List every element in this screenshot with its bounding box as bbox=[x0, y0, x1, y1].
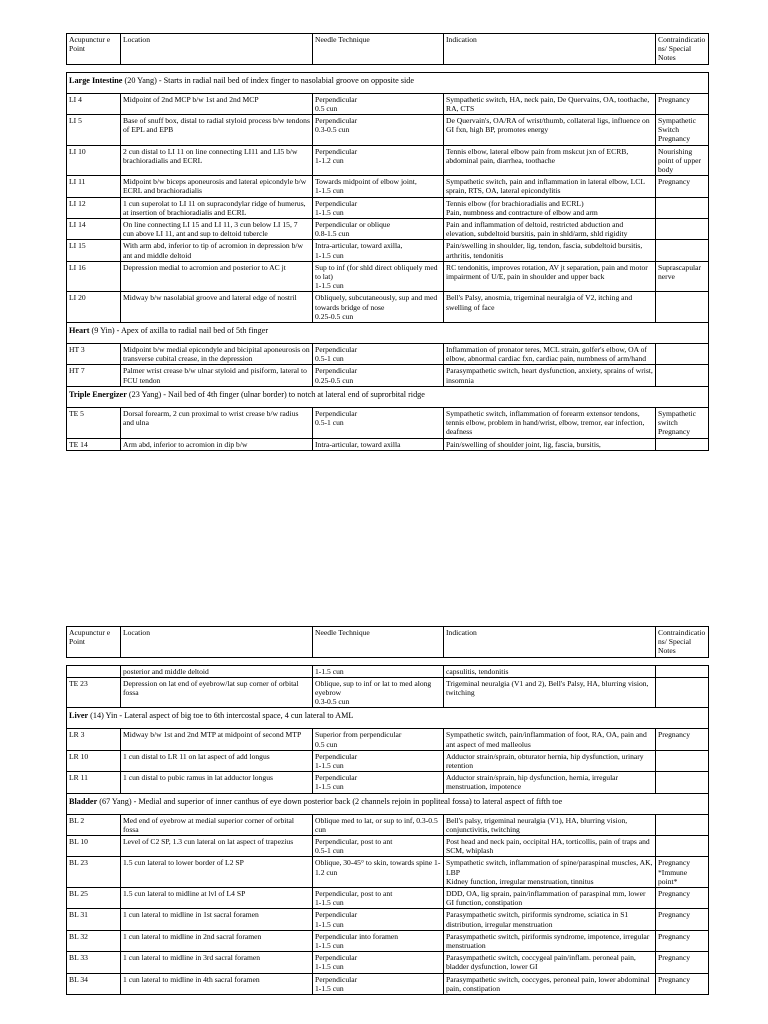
needle-technique-cell: Oblique, 30-45° to skin, towards spine 1-1.2 cun bbox=[313, 857, 444, 888]
document-page-2 bbox=[66, 626, 708, 995]
indication-cell: De Quervain's, OA/RA of wrist/thumb, collateral ligs, influence on GI fxn, high BP, promotes energy bbox=[444, 115, 656, 146]
location-cell: With arm abd, inferior to tip of acromion in depression b/w ant and middle deltoid bbox=[121, 240, 313, 261]
needle-technique-cell: Perpendicular 0.3-0.5 cun bbox=[313, 115, 444, 146]
needle-technique-cell: Towards midpoint of elbow joint, 1-1.5 cun bbox=[313, 176, 444, 197]
needle-technique-cell: Perpendicular 1-1.5 cun bbox=[313, 952, 444, 973]
meridian-section-row bbox=[67, 793, 709, 814]
table-row bbox=[67, 197, 709, 218]
indication-cell: Bell's Palsy, anosmia, trigeminal neuralgia of V2, itching and swelling of face bbox=[444, 292, 656, 323]
table-row bbox=[67, 219, 709, 240]
document-page-1 bbox=[66, 33, 708, 451]
notes-cell bbox=[656, 219, 709, 240]
table-row bbox=[67, 261, 709, 292]
notes-cell: Sympathetic Switch Pregnancy bbox=[656, 115, 709, 146]
location-cell: Midpoint b/w biceps aponeurosis and lateral epicondyle b/w ECRL and brachioradialis bbox=[121, 176, 313, 197]
meridian-description: (67 Yang) - Medial and superior of inner canthus of eye down posterior back (2 channels rejoin in popliteal fossa) to lateral aspect of fifth toe bbox=[97, 796, 563, 806]
meridian-heading bbox=[67, 793, 709, 814]
notes-cell bbox=[656, 197, 709, 218]
point-cell: BL 23 bbox=[67, 857, 121, 888]
notes-cell: Pregnancy bbox=[656, 729, 709, 750]
indication-cell: Parasympathetic switch, coccygeal pain/inflam. peroneal pain, bladder dysfunction, lower GI bbox=[444, 952, 656, 973]
notes-cell: Pregnancy *Immune point* bbox=[656, 857, 709, 888]
notes-cell: Pregnancy bbox=[656, 888, 709, 909]
notes-cell: Pregnancy bbox=[656, 952, 709, 973]
point-cell: BL 31 bbox=[67, 909, 121, 930]
table-body bbox=[67, 627, 709, 995]
location-cell: Depression on lat end of eyebrow/lat sup corner of orbital fossa bbox=[121, 677, 313, 708]
meridian-description: (14) Yin - Lateral aspect of big toe to 6th intercostal space, 4 cun lateral to AML bbox=[88, 711, 354, 721]
point-cell: HT 7 bbox=[67, 365, 121, 386]
point-cell: LI 11 bbox=[67, 176, 121, 197]
table-row bbox=[67, 438, 709, 450]
table-row bbox=[67, 292, 709, 323]
notes-cell bbox=[656, 240, 709, 261]
header-indication: Indication bbox=[444, 34, 656, 65]
table-spacer bbox=[67, 64, 709, 72]
meridian-heading bbox=[67, 323, 709, 344]
meridian-title: Liver bbox=[69, 711, 89, 721]
indication-cell: Tennis elbow (for brachioradialis and ECRL) Pain, numbness and contracture of elbow and arm bbox=[444, 197, 656, 218]
point-cell: BL 10 bbox=[67, 836, 121, 857]
table-body bbox=[67, 34, 709, 451]
indication-cell: Parasympathetic switch, coccyges, peroneal pain, lower abdominal pain, constipation bbox=[444, 973, 656, 994]
point-cell bbox=[67, 665, 121, 677]
location-cell: 1.5 cun lateral to lower border of L2 SP bbox=[121, 857, 313, 888]
location-cell: Midpoint of 2nd MCP b/w 1st and 2nd MCP bbox=[121, 93, 313, 114]
table-row bbox=[67, 836, 709, 857]
header-point: Acupunctur e Point bbox=[67, 627, 121, 658]
table-spacer bbox=[67, 657, 709, 665]
meridian-section-row bbox=[67, 72, 709, 93]
needle-technique-cell: Perpendicular 1-1.5 cun bbox=[313, 909, 444, 930]
needle-technique-cell: Sup to inf (for shld direct obliquely med to lat) 1-1.5 cun bbox=[313, 261, 444, 292]
table-row bbox=[67, 973, 709, 994]
point-cell: TE 5 bbox=[67, 407, 121, 438]
needle-technique-cell: Perpendicular 0.25-0.5 cun bbox=[313, 365, 444, 386]
indication-cell: Adductor strain/sprain, obturator hernia, hip dysfunction, urinary retention bbox=[444, 750, 656, 771]
table-row bbox=[67, 115, 709, 146]
point-cell: LR 3 bbox=[67, 729, 121, 750]
location-cell: Level of C2 SP, 1.3 cun lateral on lat aspect of trapezius bbox=[121, 836, 313, 857]
needle-technique-cell: Perpendicular or oblique 0.8-1.5 cun bbox=[313, 219, 444, 240]
indication-cell: Trigeminal neuralgia (V1 and 2), Bell's Palsy, HA, blurring vision, twitching bbox=[444, 677, 656, 708]
meridian-section-row bbox=[67, 386, 709, 407]
meridian-title: Large Intestine bbox=[69, 75, 123, 85]
table-row bbox=[67, 176, 709, 197]
location-cell: 1 cun distal to pubic ramus in lat adductor longus bbox=[121, 772, 313, 793]
acupuncture-table-page-2 bbox=[66, 626, 709, 995]
needle-technique-cell: Obliquely, subcutaneously, sup and med towards bridge of nose 0.25-0.5 cun bbox=[313, 292, 444, 323]
header-needle-technique: Needle Technique bbox=[313, 34, 444, 65]
meridian-description: (9 Yin) - Apex of axilla to radial nail bed of 5th finger bbox=[89, 326, 269, 336]
location-cell: On line connecting LI 15 and LI 11, 3 cun below LI 15, 7 cun above LI 11, ant and sup to deltoid tubercle bbox=[121, 219, 313, 240]
header-notes: Contraindications/ Special Notes bbox=[656, 627, 709, 658]
location-cell: Med end of eyebrow at medial superior corner of orbital fossa bbox=[121, 814, 313, 835]
indication-cell: RC tendonitis, improves rotation, AV jt separation, pain and motor impairment of U/E, pain in shoulder and upper back bbox=[444, 261, 656, 292]
meridian-title: Triple Energizer bbox=[69, 389, 127, 399]
indication-cell: Sympathetic switch, inflammation of spine/paraspinal muscles, AK, LBP Kidney function, irregular menstruation, tinnitus bbox=[444, 857, 656, 888]
needle-technique-cell: Superior from perpendicular 0.5 cun bbox=[313, 729, 444, 750]
indication-cell: Inflammation of pronator teres, MCL strain, golfer's elbow, OA of elbow, abnormal cardiac fxn, cardiac pain, numbness of arm/hand bbox=[444, 344, 656, 365]
location-cell: posterior and middle deltoid bbox=[121, 665, 313, 677]
acupuncture-table-page-1 bbox=[66, 33, 709, 451]
table-row bbox=[67, 93, 709, 114]
point-cell: BL 2 bbox=[67, 814, 121, 835]
notes-cell bbox=[656, 814, 709, 835]
table-row bbox=[67, 677, 709, 708]
table-row bbox=[67, 909, 709, 930]
meridian-title: Heart bbox=[69, 326, 90, 336]
table-row bbox=[67, 240, 709, 261]
needle-technique-cell: Perpendicular 0.5-1 cun bbox=[313, 407, 444, 438]
indication-cell: Parasympathetic switch, piriformis syndrome, impotence, irregular menstruation bbox=[444, 930, 656, 951]
needle-technique-cell: Perpendicular 0.5 cun bbox=[313, 93, 444, 114]
point-cell: BL 34 bbox=[67, 973, 121, 994]
point-cell: LI 12 bbox=[67, 197, 121, 218]
table-row bbox=[67, 814, 709, 835]
meridian-heading bbox=[67, 72, 709, 93]
needle-technique-cell: Intra-articular, toward axilla bbox=[313, 438, 444, 450]
location-cell: 1.5 cun lateral to midline at lvl of L4 SP bbox=[121, 888, 313, 909]
needle-technique-cell: Perpendicular into foramen 1-1.5 cun bbox=[313, 930, 444, 951]
indication-cell: Bell's palsy, trigeminal neuralgia (V1), HA, blurring vision, conjunctivitis, twitching bbox=[444, 814, 656, 835]
indication-cell: Sympathetic switch, pain/inflammation of foot, RA, OA, pain and ant aspect of med malleolus bbox=[444, 729, 656, 750]
table-row bbox=[67, 729, 709, 750]
location-cell: Midway b/w nasolabial groove and lateral edge of nostril bbox=[121, 292, 313, 323]
notes-cell bbox=[656, 750, 709, 771]
needle-technique-cell: Perpendicular 1-1.5 cun bbox=[313, 973, 444, 994]
table-row bbox=[67, 407, 709, 438]
notes-cell: Sympathetic switch Pregnancy bbox=[656, 407, 709, 438]
point-cell: LI 10 bbox=[67, 145, 121, 176]
notes-cell bbox=[656, 677, 709, 708]
needle-technique-cell: Perpendicular, post to ant 0.5-1 cun bbox=[313, 836, 444, 857]
table-row bbox=[67, 344, 709, 365]
needle-technique-cell: Perpendicular, post to ant 1-1.5 cun bbox=[313, 888, 444, 909]
header-indication: Indication bbox=[444, 627, 656, 658]
notes-cell bbox=[656, 292, 709, 323]
needle-technique-cell: Perpendicular 1-1.5 cun bbox=[313, 750, 444, 771]
location-cell: 1 cun lateral to midline in 2nd sacral foramen bbox=[121, 930, 313, 951]
indication-cell: Sympathetic switch, HA, neck pain, De Quervains, OA, toothache, RA, CTS bbox=[444, 93, 656, 114]
point-cell: BL 25 bbox=[67, 888, 121, 909]
point-cell: TE 14 bbox=[67, 438, 121, 450]
indication-cell: Parasympathetic switch, heart dysfunction, anxiety, sprains of wrist, insomnia bbox=[444, 365, 656, 386]
notes-cell bbox=[656, 365, 709, 386]
point-cell: LI 15 bbox=[67, 240, 121, 261]
header-location: Location bbox=[121, 34, 313, 65]
notes-cell bbox=[656, 344, 709, 365]
location-cell: Arm abd, inferior to acromion in dip b/w bbox=[121, 438, 313, 450]
needle-technique-cell: Perpendicular 1-1.5 cun bbox=[313, 197, 444, 218]
notes-cell bbox=[656, 772, 709, 793]
point-cell: LI 5 bbox=[67, 115, 121, 146]
table-row bbox=[67, 365, 709, 386]
location-cell: Base of snuff box, distal to radial styloid process b/w tendons of EPL and EPB bbox=[121, 115, 313, 146]
meridian-section-row bbox=[67, 323, 709, 344]
point-cell: LR 11 bbox=[67, 772, 121, 793]
location-cell: 1 cun lateral to midline in 4th sacral foramen bbox=[121, 973, 313, 994]
notes-cell: Nourishing point of upper body bbox=[656, 145, 709, 176]
header-point: Acupunctur e Point bbox=[67, 34, 121, 65]
point-cell: LI 4 bbox=[67, 93, 121, 114]
table-row bbox=[67, 772, 709, 793]
point-cell: BL 33 bbox=[67, 952, 121, 973]
point-cell: LR 10 bbox=[67, 750, 121, 771]
location-cell: Depression medial to acromion and posterior to AC jt bbox=[121, 261, 313, 292]
header-needle-technique: Needle Technique bbox=[313, 627, 444, 658]
location-cell: 2 cun distal to LI 11 on line connecting LI11 and LI5 b/w brachioradialis and ECRL bbox=[121, 145, 313, 176]
needle-technique-cell: Perpendicular 1-1.2 cun bbox=[313, 145, 444, 176]
table-row bbox=[67, 750, 709, 771]
spacer-cell bbox=[67, 64, 709, 72]
meridian-heading bbox=[67, 708, 709, 729]
location-cell: 1 cun lateral to midline in 3rd sacral foramen bbox=[121, 952, 313, 973]
notes-cell: Pregnancy bbox=[656, 930, 709, 951]
indication-cell: DDD, OA, lig sprain, pain/inflammation of paraspinal mm, lower GI function, constipation bbox=[444, 888, 656, 909]
needle-technique-cell: Perpendicular 0.5-1 cun bbox=[313, 344, 444, 365]
needle-technique-cell: Oblique med to lat, or sup to inf, 0.3-0.5 cun bbox=[313, 814, 444, 835]
notes-cell bbox=[656, 836, 709, 857]
needle-technique-cell: Intra-articular, toward axilla, 1-1.5 cun bbox=[313, 240, 444, 261]
table-row bbox=[67, 952, 709, 973]
notes-cell bbox=[656, 438, 709, 450]
point-cell: BL 32 bbox=[67, 930, 121, 951]
point-cell: LI 14 bbox=[67, 219, 121, 240]
table-row bbox=[67, 888, 709, 909]
header-location: Location bbox=[121, 627, 313, 658]
indication-cell: Adductor strain/sprain, hip dysfunction, hernia, irregular menstruation, impotence bbox=[444, 772, 656, 793]
needle-technique-cell: Oblique, sup to inf or lat to med along eyebrow 0.3-0.5 cun bbox=[313, 677, 444, 708]
notes-cell bbox=[656, 665, 709, 677]
notes-cell: Pregnancy bbox=[656, 909, 709, 930]
indication-cell: Parasympathetic switch, piriformis syndrome, sciatica in S1 distribution, irregular menstruation bbox=[444, 909, 656, 930]
location-cell: 1 cun lateral to midline in 1st sacral foramen bbox=[121, 909, 313, 930]
indication-cell: Sympathetic switch, inflammation of forearm extensor tendons, tennis elbow, problem in hand/wrist, elbow, tremor, ear infection, deafness bbox=[444, 407, 656, 438]
notes-cell: Pregnancy bbox=[656, 93, 709, 114]
spacer-cell bbox=[67, 657, 709, 665]
indication-cell: Sympathetic switch, pain and inflammation in lateral elbow, LCL sprain, RTS, OA, lateral epicondylitis bbox=[444, 176, 656, 197]
notes-cell: Suprascapular nerve bbox=[656, 261, 709, 292]
point-cell: HT 3 bbox=[67, 344, 121, 365]
indication-cell: Pain and inflammation of deltoid, restricted abduction and elevation, subdeltoid bursitis, pain in shld/arm, shld rigidity bbox=[444, 219, 656, 240]
location-cell: Midway b/w 1st and 2nd MTP at midpoint of second MTP bbox=[121, 729, 313, 750]
notes-cell: Pregnancy bbox=[656, 973, 709, 994]
notes-cell: Pregnancy bbox=[656, 176, 709, 197]
meridian-heading bbox=[67, 386, 709, 407]
location-cell: Palmer wrist crease b/w ulnar styloid and pisiform, lateral to FCU tendon bbox=[121, 365, 313, 386]
needle-technique-cell: 1-1.5 cun bbox=[313, 665, 444, 677]
indication-cell: Tennis elbow, lateral elbow pain from mskcut jxn of ECRB, abdominal pain, diarrhea, toothache bbox=[444, 145, 656, 176]
indication-cell: Post head and neck pain, occipital HA, torticollis, pain of traps and SCM, whiplash bbox=[444, 836, 656, 857]
needle-technique-cell: Perpendicular 1-1.5 cun bbox=[313, 772, 444, 793]
table-row bbox=[67, 930, 709, 951]
point-cell: LI 16 bbox=[67, 261, 121, 292]
meridian-description: (20 Yang) - Starts in radial nail bed of index finger to nasolabial groove on opposite side bbox=[122, 75, 414, 85]
indication-cell: Pain/swelling of shoulder joint, lig, fascia, bursitis, bbox=[444, 438, 656, 450]
point-cell: LI 20 bbox=[67, 292, 121, 323]
table-row bbox=[67, 665, 709, 677]
indication-cell: capsulitis, tendonitis bbox=[444, 665, 656, 677]
location-cell: Midpoint b/w medial epicondyle and bicipital aponeurosis on transverse cubital crease, in the depression bbox=[121, 344, 313, 365]
point-cell: TE 23 bbox=[67, 677, 121, 708]
indication-cell: Pain/swelling in shoulder, lig, tendon, fascia, subdeltoid bursitis, arthritis, tendonitis bbox=[444, 240, 656, 261]
table-header-row bbox=[67, 34, 709, 65]
header-notes: Contraindications/ Special Notes bbox=[656, 34, 709, 65]
location-cell: 1 cun distal to LR 11 on lat aspect of add longus bbox=[121, 750, 313, 771]
meridian-section-row bbox=[67, 708, 709, 729]
table-row bbox=[67, 857, 709, 888]
table-row bbox=[67, 145, 709, 176]
location-cell: Dorsal forearm, 2 cun proximal to wrist crease b/w radius and ulna bbox=[121, 407, 313, 438]
location-cell: 1 cun superolat to LI 11 on supracondylar ridge of humerus, at insertion of brachioradialis and ECRL bbox=[121, 197, 313, 218]
meridian-title: Bladder bbox=[69, 796, 98, 806]
table-header-row bbox=[67, 627, 709, 658]
meridian-description: (23 Yang) - Nail bed of 4th finger (ulnar border) to notch at lateral end of suprorbital ridge bbox=[126, 389, 425, 399]
